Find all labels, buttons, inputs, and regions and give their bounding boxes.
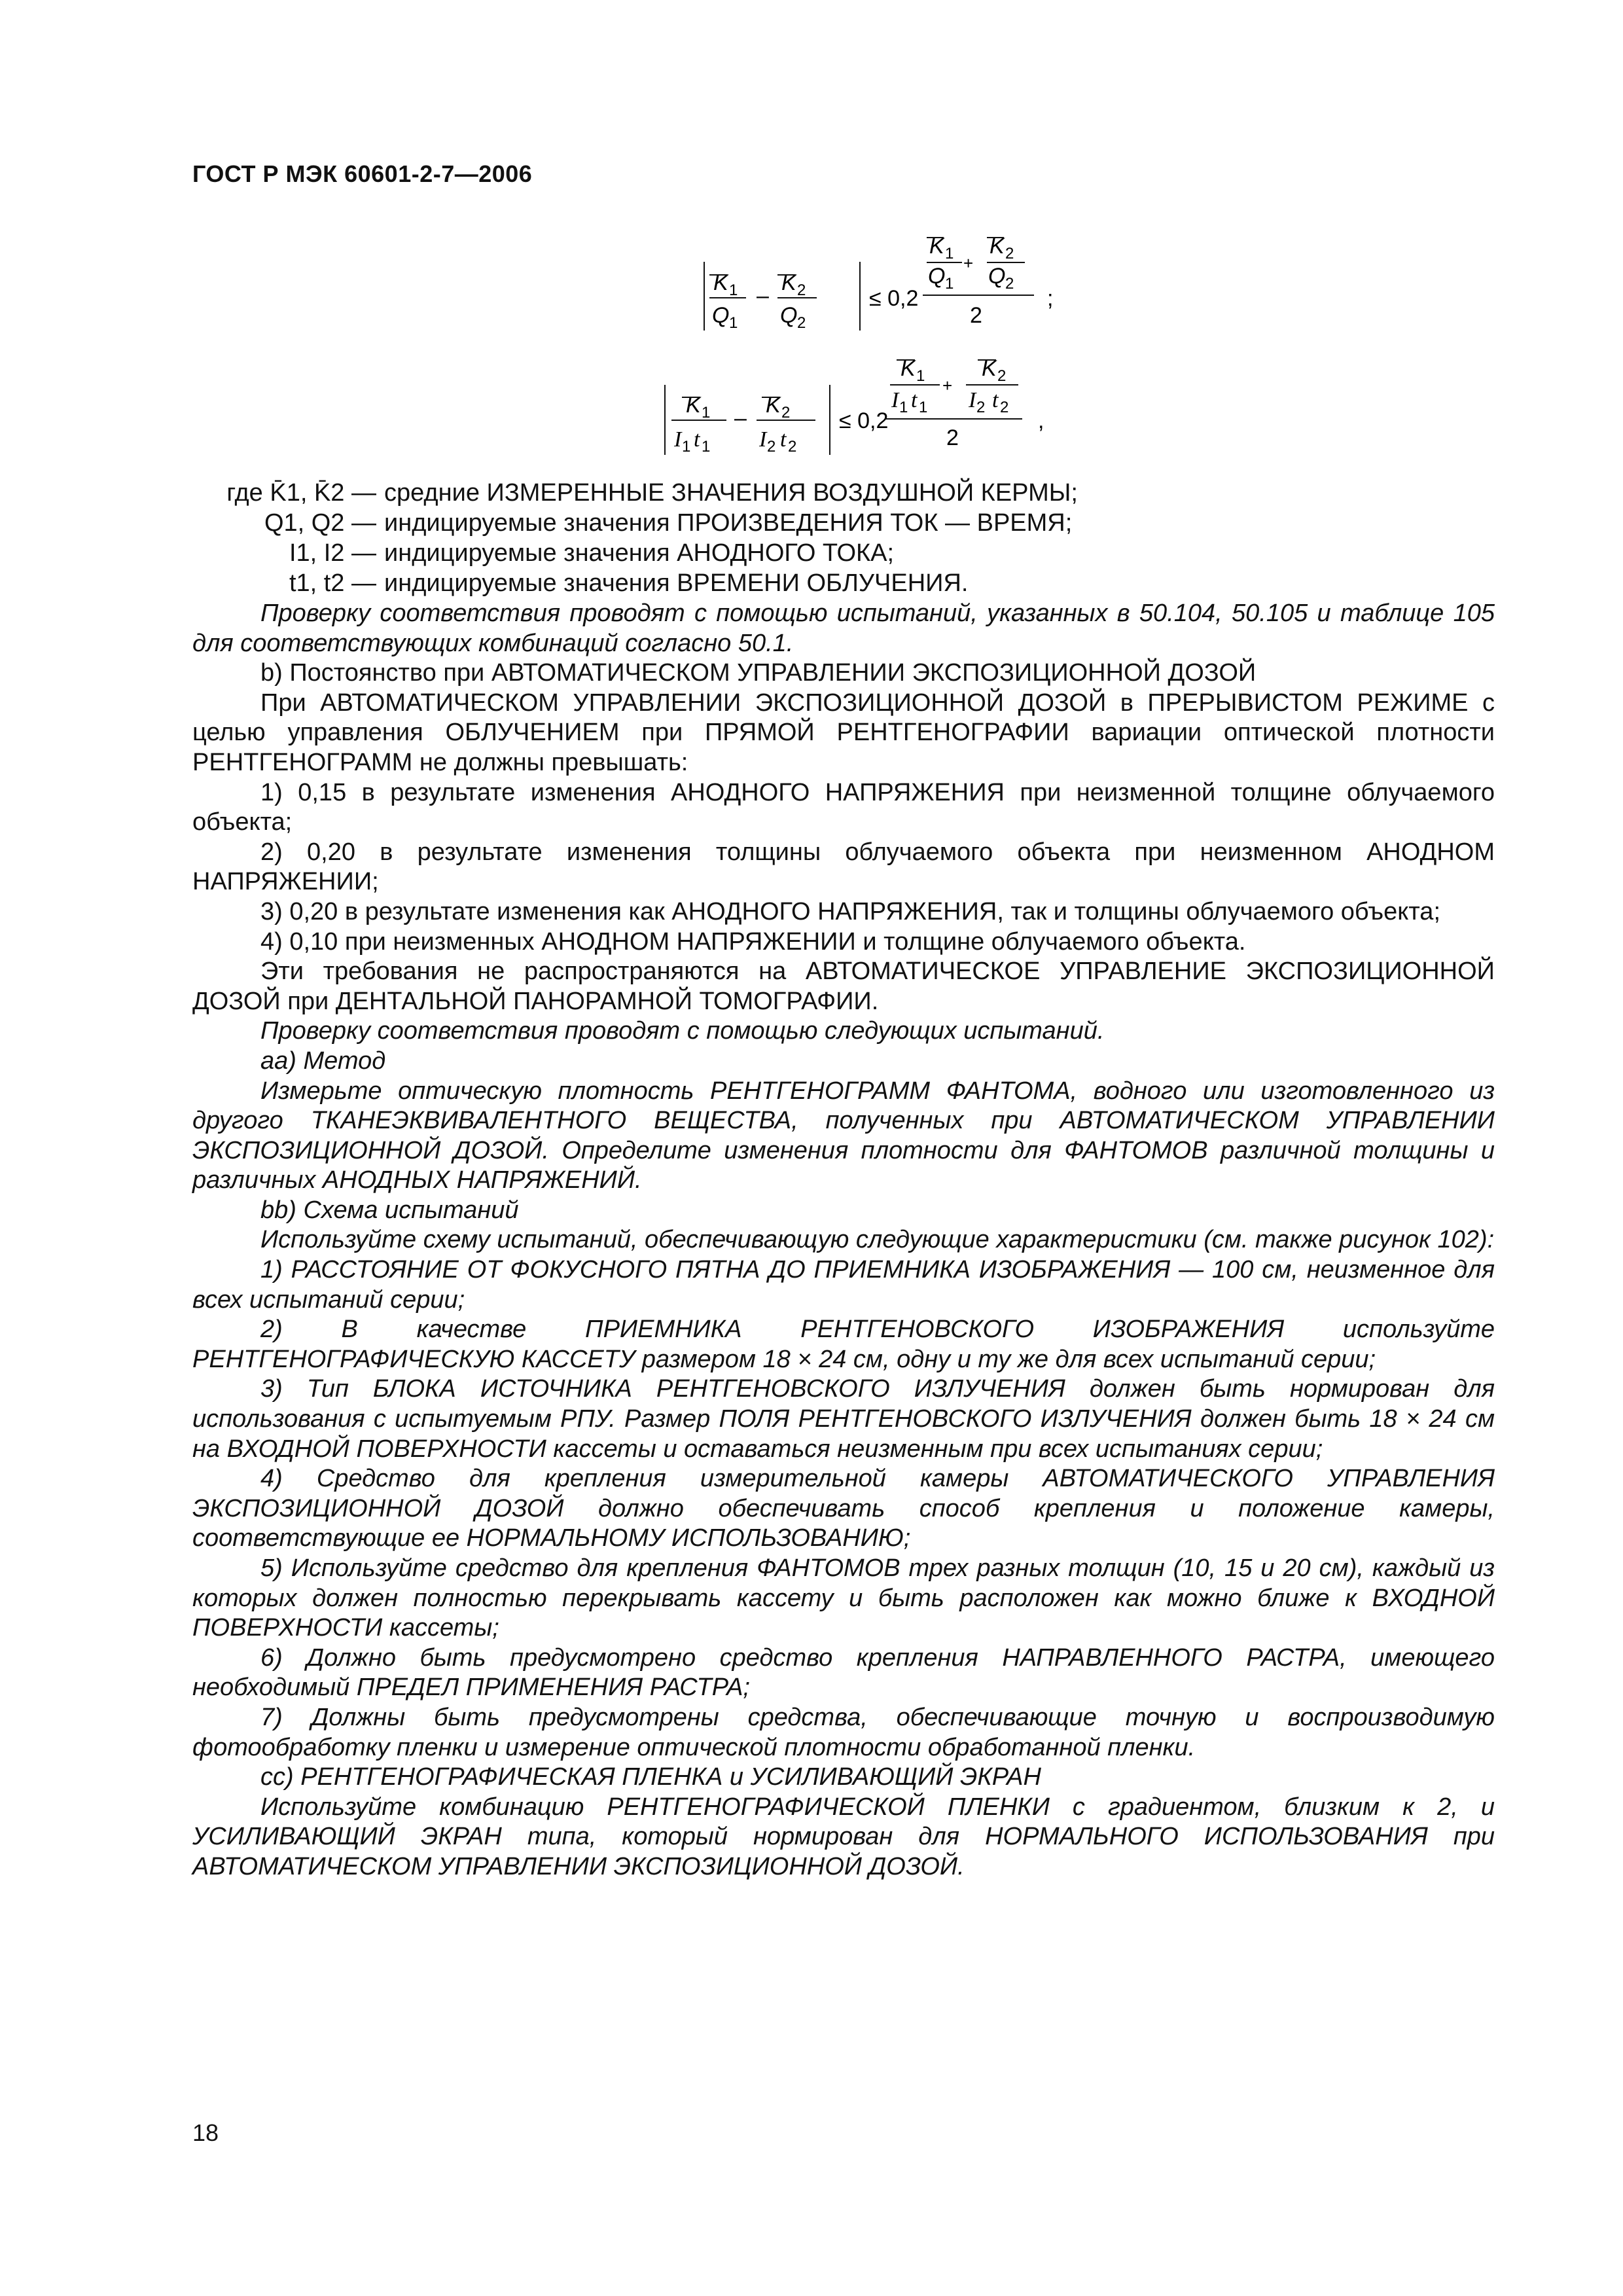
paragraph-bb-item-7: 7) Должны быть предусмотрены средства, обеспечивающие точную и воспроизводимую фотообработку пленки и измерение оптической плотности обработанной пленки. [192,1703,1495,1761]
svg-text:–: – [734,406,747,431]
legend-row [196,508,1309,538]
svg-text:2: 2 [1000,399,1009,416]
svg-text:+: + [942,376,953,395]
svg-text:2: 2 [976,399,986,416]
svg-text:K: K [713,270,728,295]
svg-text:t: t [694,427,700,452]
formula-2-end: , [1038,408,1044,433]
svg-text:I: I [674,427,682,452]
paragraph-bb-item-1: 1) РАССТОЯНИЕ ОТ ФОКУСНОГО ПЯТНА ДО ПРИЕМНИКА ИЗОБРАЖЕНИЯ — 100 см, неизменное для всех испытаний серии; [192,1256,1495,1314]
svg-text:1: 1 [945,245,954,262]
paragraph-section-b-heading: b) Постоянство при АВТОМАТИЧЕСКОМ УПРАВЛЕНИИ ЭКСПОЗИЦИОННОЙ ДОЗОЙ [260,659,1257,687]
svg-text:K: K [901,356,916,381]
svg-text:t: t [911,388,918,412]
svg-text:t: t [992,388,999,412]
formula-kerma-per-mas [700,226,1067,350]
body-text [192,599,1495,1882]
svg-text:Q: Q [780,303,798,328]
svg-text:2: 2 [997,367,1007,385]
paragraph-compliance-note: Проверку соответствия проводят с помощью испытаний, указанных в 50.104, 50.105 и таблице 105 для соответствующих комбинаций согласно 50.1. [192,600,1495,657]
formula-2-svg [661,347,1067,465]
legend-description: средние ИЗМЕРЕННЫЕ ЗНАЧЕНИЯ ВОЗДУШНОЙ КЕРМЫ; [384,479,1078,507]
svg-text:1: 1 [729,281,738,299]
svg-text:1: 1 [899,399,908,416]
svg-text:2: 2 [1005,245,1014,262]
formula-1-denominator: 2 [970,303,982,328]
svg-text:2: 2 [797,314,806,332]
legend-description: индицируемые значения ПРОИЗВЕДЕНИЯ ТОК — ВРЕМЯ; [384,509,1073,537]
formula-1-end: ; [1047,286,1054,311]
svg-text:1: 1 [729,314,738,332]
paragraph-cc-heading: cc) РЕНТГЕНОГРАФИЧЕСКАЯ ПЛЕНКА и УСИЛИВАЮЩИЙ ЭКРАН [260,1763,1041,1791]
formula-1-svg [700,226,1067,344]
paragraph-list-item-1: 1) 0,15 в результате изменения АНОДНОГО НАПРЯЖЕНИЯ при неизменной толщине облучаемого объекта; [192,778,1495,836]
legend-description: индицируемые значения ВРЕМЕНИ ОБЛУЧЕНИЯ. [384,569,969,597]
svg-text:K: K [781,270,796,295]
paragraph-aa-heading: aa) Метод [260,1047,386,1075]
svg-text:1: 1 [702,438,711,456]
paragraph-exclusion: Эти требования не распространяются на АВТОМАТИЧЕСКОЕ УПРАВЛЕНИЕ ЭКСПОЗИЦИОННОЙ ДОЗОЙ при ДЕНТАЛЬНОЙ ПАНОРАМНОЙ ТОМОГРАФИИ. [192,958,1495,1015]
paragraph-list-item-3: 3) 0,20 в результате изменения как АНОДНОГО НАПРЯЖЕНИЯ, так и толщины облучаемого объекта; [260,897,1440,925]
svg-text:2: 2 [767,438,776,456]
legend-row [196,478,1309,508]
paragraph-bb-item-3: 3) Тип БЛОКА ИСТОЧНИКА РЕНТГЕНОВСКОГО ИЗЛУЧЕНИЯ должен быть нормирован для использования с испытуемым РПУ. Размер ПОЛЯ РЕНТГЕНОВСКОГО ИЗЛУЧЕНИЯ должен быть 18 × 24 см на ВХОДНОЙ ПОВЕРХНОСТИ кассеты и оставаться неизменным при всех испытаниях серии; [192,1375,1495,1463]
formula-2-denominator: 2 [946,425,959,450]
paragraph-bb-heading: bb) Схема испытаний [260,1196,519,1224]
document-header: ГОСТ Р МЭК 60601-2-7—2006 [192,160,533,187]
legend-row [196,538,1309,568]
svg-text:t: t [780,427,787,452]
paragraph-cc-text: Используйте комбинацию РЕНТГЕНОГРАФИЧЕСКОЙ ПЛЕНКИ с градиентом, близким к 2, и УСИЛИВАЮЩИЙ ЭКРАН типа, который нормирован для НОРМАЛЬНОГО ИСПОЛЬЗОВАНИЯ при АВТОМАТИЧЕСКОМ УПРАВЛЕНИИ ЭКСПОЗИЦИОННОЙ ДОЗОЙ. [192,1793,1495,1880]
paragraph-bb-item-6: 6) Должно быть предусмотрено средство крепления НАПРАВЛЕННОГО РАСТРА, имеющего необходимый ПРЕДЕЛ ПРИМЕНЕНИЯ РАСТРА; [192,1643,1495,1702]
svg-text:Q: Q [712,303,730,328]
svg-text:–: – [757,283,769,308]
svg-text:1: 1 [919,399,928,416]
svg-text:K: K [982,356,997,381]
paragraph-list-item-4: 4) 0,10 при неизменных АНОДНОМ НАПРЯЖЕНИИ и толщине облучаемого объекта. [260,927,1246,956]
paragraph-list-item-2: 2) 0,20 в результате изменения толщины облучаемого объекта при неизменном АНОДНОМ НАПРЯЖЕНИИ; [192,838,1495,896]
legend-symbol: где K̄1, K̄2 — [226,479,376,507]
svg-text:K: K [686,393,701,418]
svg-text:I: I [759,427,767,452]
svg-text:I: I [969,388,976,412]
page-number: 18 [192,2119,219,2146]
svg-text:2: 2 [781,404,791,422]
svg-text:+: + [963,253,974,273]
svg-text:Q: Q [928,264,946,289]
legend-description: индицируемые значения АНОДНОГО ТОКА; [384,539,895,567]
legend-symbol: I1, I2 — [289,539,376,567]
formula-2-op: ≤ 0,2 [839,408,889,433]
paragraph-bb-item-5: 5) Используйте средство для крепления ФАНТОМОВ трех разных толщин (10, 15 и 20 см), каждый из которых должен полностью перекрывать кассету и быть расположен как можно ближе к ВХОДНОЙ ПОВЕРХНОСТИ кассеты; [192,1554,1495,1642]
svg-text:K: K [990,234,1005,259]
paragraph-section-b-intro: При АВТОМАТИЧЕСКОМ УПРАВЛЕНИИ ЭКСПОЗИЦИОННОЙ ДОЗОЙ в ПРЕРЫВИСТОМ РЕЖИМЕ с целью управления ОБЛУЧЕНИЕМ при ПРЯМОЙ РЕНТГЕНОГРАФИИ вариации оптической плотности РЕНТГЕНОГРАММ не должны превышать: [192,689,1495,776]
paragraph-aa-method: Измерьте оптическую плотность РЕНТГЕНОГРАММ ФАНТОМА, водного или изготовленного из другого ТКАНЕЭКВИВАЛЕНТНОГО ВЕЩЕСТВА, полученных при АВТОМАТИЧЕСКОМ УПРАВЛЕНИИ ЭКСПОЗИЦИОННОЙ ДОЗОЙ. Определите изменения плотности для ФАНТОМОВ различной толщины и различных АНОДНЫХ НАПРЯЖЕНИЙ. [192,1077,1495,1194]
legend-symbol: Q1, Q2 — [264,509,376,537]
svg-text:I: I [891,388,899,412]
svg-text:K: K [766,393,781,418]
legend-symbol: t1, t2 — [289,569,376,597]
paragraph-tests-intro: Проверку соответствия проводят с помощью следующих испытаний. [260,1017,1105,1045]
svg-text:2: 2 [797,281,806,299]
svg-text:Q: Q [988,264,1006,289]
symbol-legend [196,478,1309,598]
paragraph-bb-item-4: 4) Средство для крепления измерительной камеры АВТОМАТИЧЕСКОГО УПРАВЛЕНИЯ ЭКСПОЗИЦИОННОЙ ДОЗОЙ должно обеспечивать способ крепления и положение камеры, соответствующие ее НОРМАЛЬНОМУ ИСПОЛЬЗОВАНИЮ; [192,1465,1495,1552]
svg-text:1: 1 [916,367,925,385]
svg-text:1: 1 [682,438,691,456]
legend-row [196,568,1309,598]
paragraph-bb-item-2: 2) В качестве ПРИЕМНИКА РЕНТГЕНОВСКОГО ИЗОБРАЖЕНИЯ используйте РЕНТГЕНОГРАФИЧЕСКУЮ КАССЕТУ размером 18 × 24 см, одну и ту же для всех испытаний серии; [192,1316,1495,1373]
formula-kerma-per-current-time [661,347,1067,471]
svg-text:2: 2 [1005,275,1014,293]
paragraph-bb-intro: Используйте схему испытаний, обеспечивающую следующие характеристики (см. также рисунок 102): [260,1226,1495,1254]
formula-1-op: ≤ 0,2 [869,286,919,311]
svg-text:K: K [929,234,944,259]
svg-text:1: 1 [702,404,711,422]
svg-text:1: 1 [945,275,954,293]
svg-text:2: 2 [788,438,797,456]
